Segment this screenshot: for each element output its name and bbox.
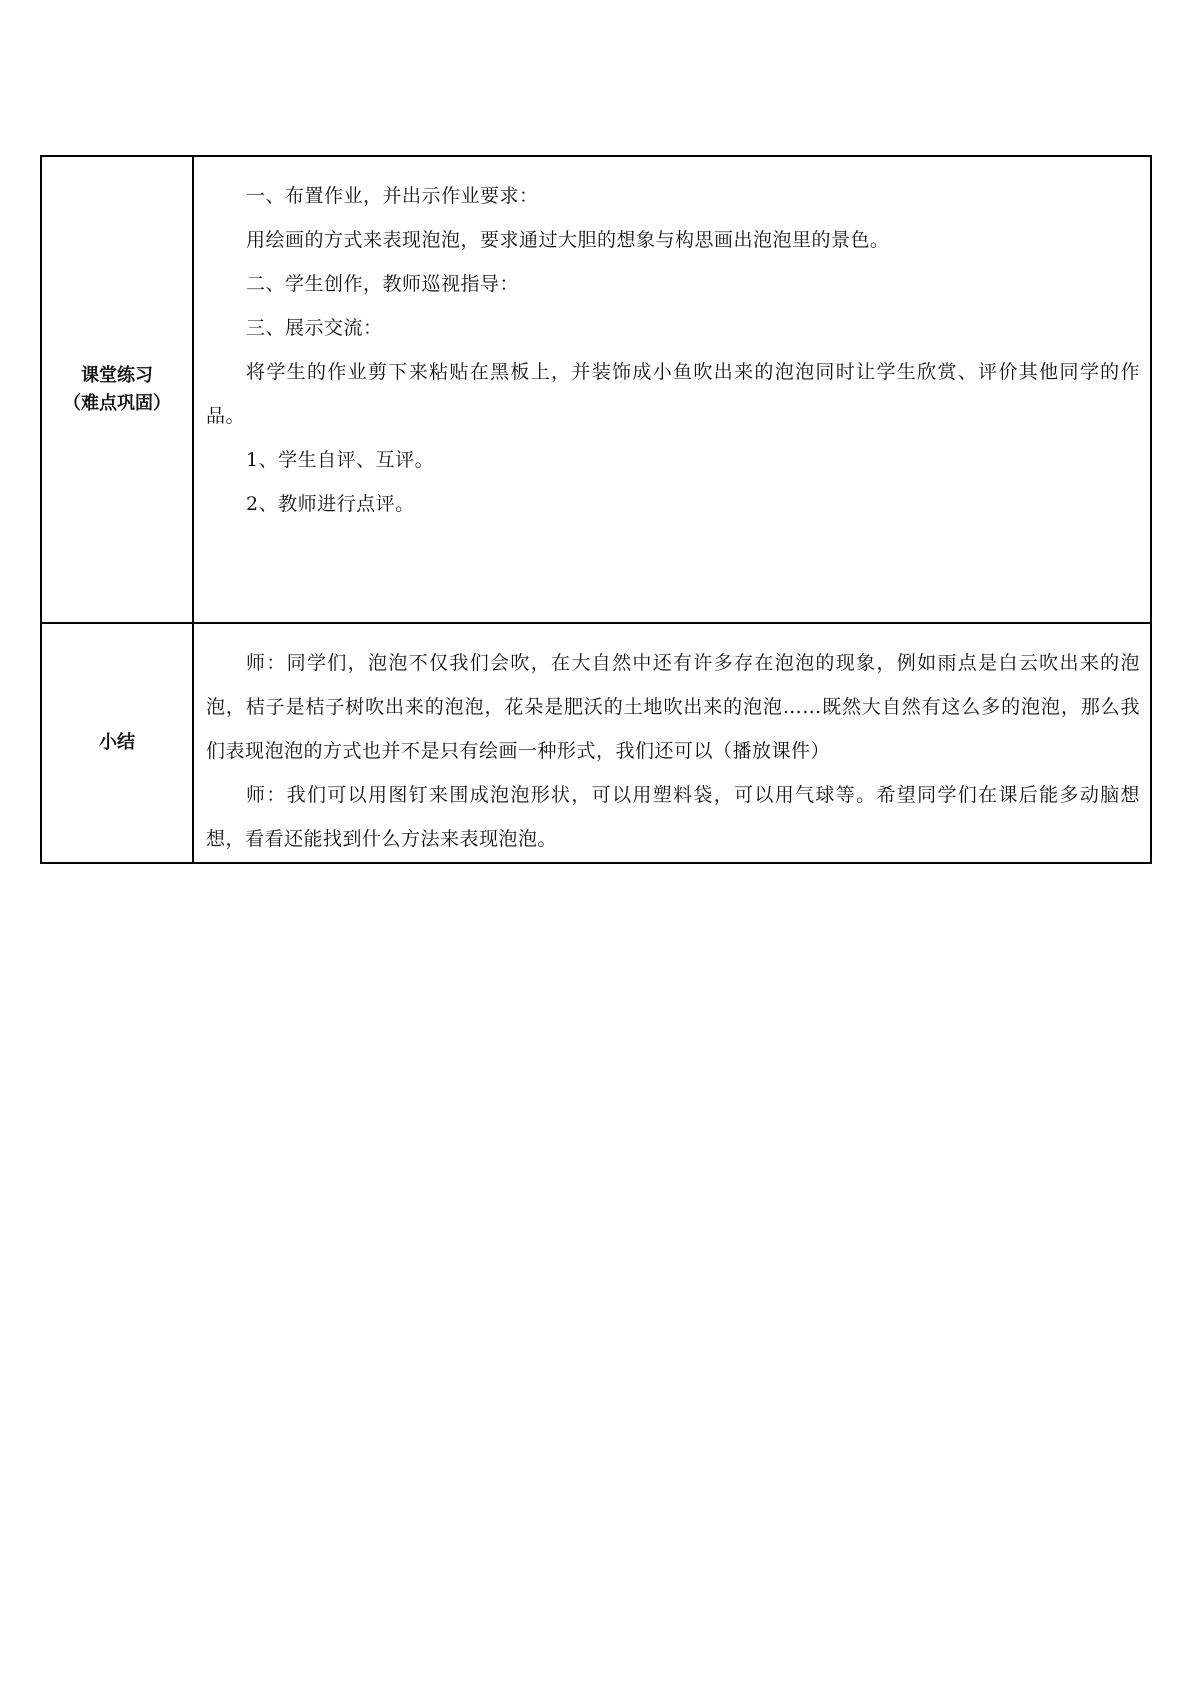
paragraph: 2、教师进行点评。: [246, 493, 415, 515]
paragraph: 将学生的作业剪下来粘贴在黑板上，并装饰成小鱼吹出来的泡泡同时让学生欣赏、评价其他同学的作品。: [206, 361, 1140, 427]
paragraph: 师：同学们，泡泡不仅我们会吹，在大自然中还有许多存在泡泡的现象，例如雨点是白云吹出来的泡泡，桔子是桔子树吹出来的泡泡，花朵是肥沃的土地吹出来的泡泡……既然大自然有这么多的泡泡，那么我们表现泡泡的方式也并不是只有绘画一种形式，我们还可以（播放课件）: [206, 652, 1140, 762]
paragraph: 师：我们可以用图钉来围成泡泡形状，可以用塑料袋，可以用气球等。希望同学们在课后能多动脑想想，看看还能找到什么方法来表现泡泡。: [206, 784, 1140, 850]
paragraph: 二、学生创作，教师巡视指导：: [246, 273, 520, 295]
paragraph: 一、布置作业，并出示作业要求：: [246, 185, 539, 207]
row-label-title: 小结: [99, 732, 135, 753]
table-row-classroom-practice: [41, 156, 1151, 623]
row-label-subtitle: （难点巩固）: [63, 392, 171, 414]
row-content-classroom-practice: [193, 156, 1151, 623]
paragraph: 1、学生自评、互评。: [246, 449, 435, 471]
paragraph: 用绘画的方式来表现泡泡，要求通过大胆的想象与构思画出泡泡里的景色。: [246, 229, 890, 251]
paragraph: 三、展示交流：: [246, 317, 383, 339]
lesson-plan-table: [40, 155, 1152, 864]
row-content-summary: [193, 623, 1151, 863]
table-row-summary: [41, 623, 1151, 863]
row-label-summary: [41, 623, 193, 863]
row-label-classroom-practice: [41, 156, 193, 623]
row-label-title: 课堂练习: [81, 364, 153, 386]
